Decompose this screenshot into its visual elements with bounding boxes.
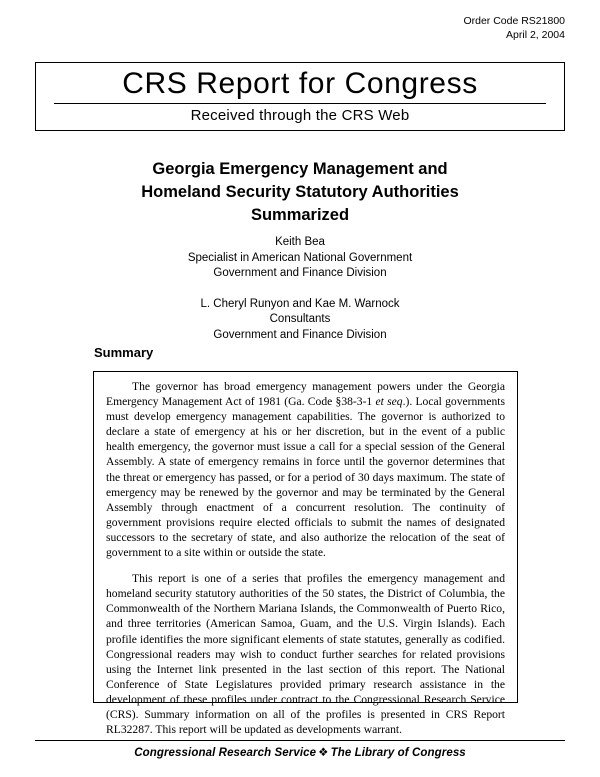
summary-p1-text-a: The governor has broad emergency management powers under the Georgia Emergency Management Act of 1981 (Ga. Code §38-3-1	[106, 380, 505, 409]
footer	[35, 745, 565, 759]
report-date: April 2, 2004	[506, 29, 565, 41]
primary-author-role: Specialist in American National Government	[187, 251, 413, 264]
banner-subtitle: Received through the CRS Web	[190, 107, 410, 124]
diamond-icon: ❖	[318, 747, 329, 759]
primary-author	[100, 235, 500, 282]
crs-banner	[35, 62, 565, 131]
summary-heading: Summary	[94, 345, 154, 360]
footer-institution: The Library of Congress	[330, 747, 466, 759]
footer-agency: Congressional Research Service	[134, 747, 317, 759]
summary-paragraph-2: This report is one of a series that profiles the emergency management and homeland security statutory authorities of the 50 states, the District of Columbia, the Commonwealth of the Northern Mariana Islands, the Commonwealth of Puerto Rico, and three territories (American Samoa, Guam, and the U.S. Virgin Islands). Each profile identifies the more significant elements of state statutes, generally as codified. Congressional readers may wish to conduct further searches for related provisions using the Internet link presented in the last section of this report. The National Conference of State Legislatures provided primary research assistance in the development of these profiles under contract to the Congressional Research Service (CRS). Summary information on all of the profiles is presented in CRS Report RL32287. This report will be updated as developments warrant.	[106, 572, 505, 737]
footer-divider	[35, 740, 565, 741]
page-title-line-3: Summarized	[250, 206, 350, 224]
banner-title: CRS Report for Congress	[122, 67, 478, 100]
author-block	[100, 235, 500, 343]
page-title-line-1: Georgia Emergency Management and	[152, 160, 448, 178]
secondary-author-division: Government and Finance Division	[213, 328, 387, 341]
summary-paragraph-1	[106, 379, 505, 560]
secondary-authors	[100, 297, 500, 344]
secondary-author-role: Consultants	[269, 313, 331, 325]
summary-box	[93, 371, 518, 737]
order-code: Order Code RS21800	[463, 15, 565, 27]
page-title	[80, 158, 520, 227]
order-code-block	[463, 14, 565, 42]
page-title-line-2: Homeland Security Statutory Authorities	[141, 183, 459, 201]
summary-p1-citation-italic: et seq	[375, 395, 403, 409]
primary-author-name: Keith Bea	[275, 236, 325, 248]
summary-p1-text-b: .). Local governments must develop emergency management capabilities. The governor is authorized to declare a state of emergency at his or her discretion, but in the event of a public health emergency, the governor must issue a call for a special session of the General Assembly. A state of emergency remains in force until the governor determines that the threat or emergency has passed, or for a period of 30 days maximum. The state of emergency may be renewed by the governor and may be terminated by the General Assembly through enactment of a concurrent resolution. The continuity of government provisions require elected officials to submit the names of designated successors to the secretary of state, and also authorize the relocation of the seat of government to a site within or outside the state.	[106, 395, 505, 560]
secondary-author-names: L. Cheryl Runyon and Kae M. Warnock	[200, 297, 400, 310]
primary-author-division: Government and Finance Division	[213, 267, 387, 279]
